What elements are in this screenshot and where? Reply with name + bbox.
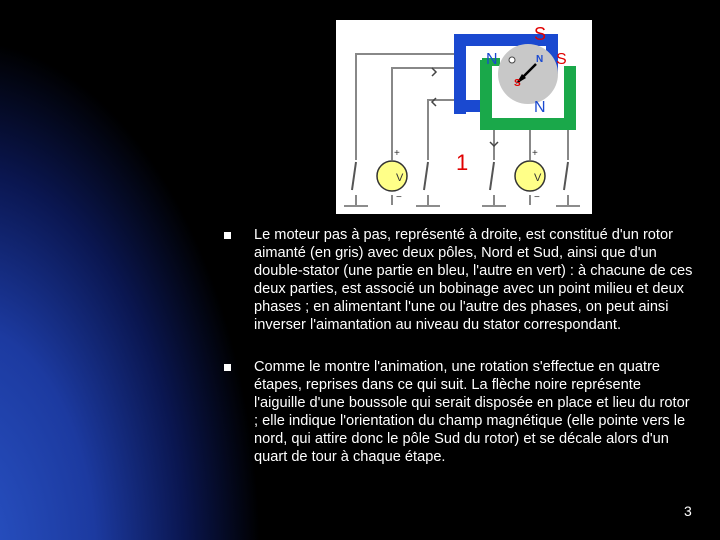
voltmeter-left	[377, 161, 407, 191]
rotor-dot	[509, 57, 515, 63]
label-rotor-s: S	[514, 78, 521, 89]
label-north-bottom: N	[534, 99, 546, 116]
bullet-item-1	[224, 226, 694, 334]
label-north-top: S	[534, 24, 547, 44]
label-rotor-n: N	[536, 54, 544, 65]
bullet-text: Comme le montre l'animation, une rotation s'effectue en quatre étapes, reprises dans ce qui suit. La flèche noire représente l'aiguille d'une boussole qui serait disposée en place et lieu du rotor ; elle indique l'orientation du champ magnétique (elle pointe vers le nord, qui attire donc le pôle Sud du rotor) et se décale alors d'un quart de tour à chaque étape.	[254, 359, 690, 465]
rotor	[498, 44, 558, 104]
svg-text:V: V	[396, 172, 404, 184]
step-number: 1	[456, 150, 469, 175]
bullet-marker	[224, 364, 231, 371]
plus-right: +	[532, 148, 538, 159]
plus-left: +	[394, 148, 400, 159]
label-south-right: S	[556, 51, 567, 68]
stepper-motor-diagram	[336, 20, 592, 214]
svg-text:V: V	[534, 172, 542, 184]
bullet-marker	[224, 232, 231, 239]
page-number: 3	[684, 503, 692, 519]
bullet-text: Le moteur pas à pas, représenté à droite, est constitué d'un rotor aimanté (en gris) avec deux pôles, Nord et Sud, ainsi que d'un double-stator (une partie en bleu, l'autre en vert) : à chacune de ces deux parties, est associé un bobinage avec un point milieu et deux phases ; en alimentant l'une ou l'autre des phases, on peut ainsi inverser l'aimantation au niveau du stator correspondant.	[254, 227, 693, 333]
bullet-item-2	[224, 358, 694, 466]
label-north-left: N	[486, 51, 498, 68]
minus-right: −	[534, 192, 540, 203]
voltmeter-right	[515, 161, 545, 191]
bullet-list	[224, 226, 694, 490]
minus-left: −	[396, 192, 402, 203]
